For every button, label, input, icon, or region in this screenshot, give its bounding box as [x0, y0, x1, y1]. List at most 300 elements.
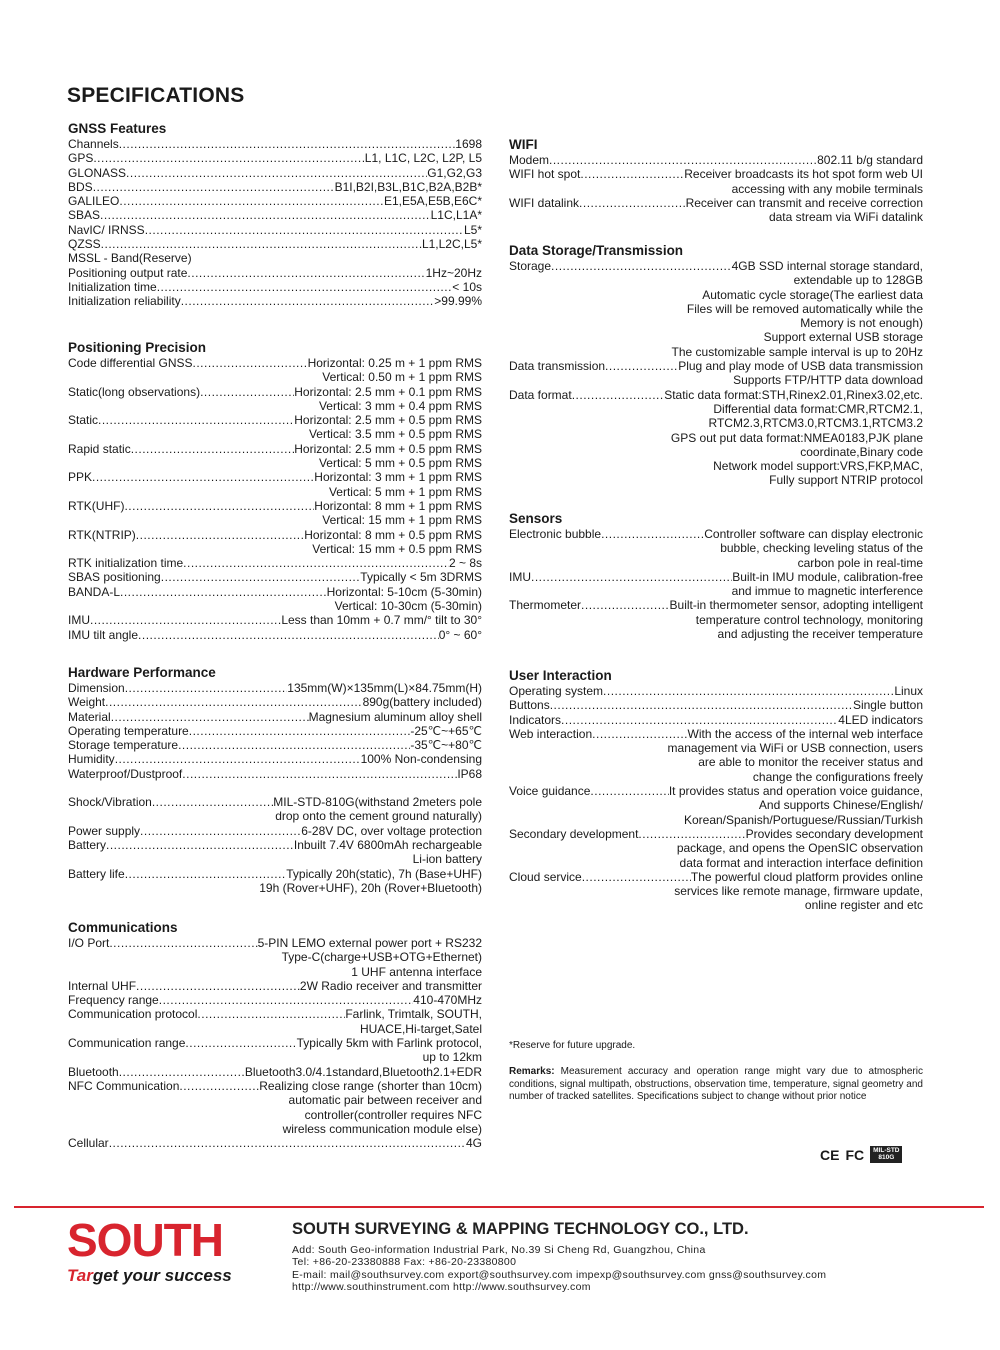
- spec-value: Horizontal: 8 mm + 1 ppm RMS: [314, 498, 482, 513]
- spec-label: BDS: [68, 179, 93, 194]
- dot-leader: [579, 196, 686, 210]
- spec-value-continuation: Vertical: 0.50 m + 1 ppm RMS: [322, 370, 482, 385]
- spec-value: Static data format:STH,Rinex2.01,Rinex3.02,etc.: [664, 387, 923, 402]
- spec-list: [509, 684, 923, 913]
- spec-value-continuation: Memory is not enough): [800, 316, 923, 331]
- spec-value: Magnesium aluminum alloy shell: [308, 709, 482, 724]
- spec-value: Horizontal: 2.5 mm + 0.5 ppm RMS: [294, 441, 482, 456]
- spec-row: [509, 388, 923, 402]
- spec-label: Internal UHF: [68, 978, 137, 993]
- remarks-text: Measurement accuracy and operation range might vary due to atmospheric conditions, signal multipath, obstructions, observation time, temperature, signal geometry and number of tracked satellites. Specifications subject to change without prior notice: [509, 1066, 923, 1102]
- spec-value-continuation: GPS out put data format:NMEA0183,PJK plane: [670, 430, 923, 445]
- spec-label: Channels: [68, 137, 119, 151]
- spec-value: 4LED indicators: [838, 712, 923, 727]
- spec-row: [509, 713, 923, 727]
- spec-row: [68, 1065, 482, 1079]
- spec-value: 135mm(W)×135mm(L)×84.75mm(H): [287, 681, 482, 695]
- spec-value-continuation: package, and opens the OpenSIC observation: [676, 841, 923, 856]
- company-name: SOUTH SURVEYING & MAPPING TECHNOLOGY CO., LTD.: [292, 1220, 749, 1238]
- mil-std-bottom: 810G: [878, 1153, 895, 1161]
- logo-wordmark: SOUTH: [67, 1214, 223, 1266]
- spec-label: RTK initialization time: [68, 556, 184, 571]
- dot-leader: [90, 613, 281, 627]
- footer-divider: [14, 1206, 984, 1208]
- spec-label: Voice guidance: [509, 784, 591, 799]
- dot-leader: [119, 1065, 245, 1079]
- spec-row: [509, 598, 923, 612]
- ce-mark: CE: [820, 1146, 840, 1163]
- south-logo: [67, 1216, 232, 1286]
- mil-std-top: MIL-STD: [873, 1147, 900, 1154]
- spec-value: Inbuilt 7.4V 6800mAh rechargeable: [293, 837, 482, 852]
- spec-label: Rapid static: [68, 441, 131, 456]
- spec-row: [68, 442, 482, 456]
- dot-leader: [92, 470, 314, 484]
- spec-label: Cloud service: [509, 869, 582, 884]
- dot-leader: [124, 499, 314, 513]
- spec-value-continuation: management via WiFi or USB connection, users: [667, 741, 923, 756]
- dot-leader: [101, 237, 422, 251]
- dot-leader: [119, 194, 384, 208]
- dot-leader: [580, 167, 684, 181]
- spec-label: Communication range: [68, 1036, 186, 1051]
- spec-value: Linux: [894, 684, 923, 698]
- spec-value-continuation: online register and etc: [804, 898, 923, 913]
- spec-row: [509, 698, 923, 712]
- spec-row: [509, 684, 923, 698]
- spec-row: [68, 767, 482, 781]
- spec-label: Humidity: [68, 752, 115, 767]
- dot-leader: [551, 259, 732, 273]
- dot-leader: [601, 527, 704, 541]
- spec-list: [68, 266, 482, 309]
- phone-fax: Tel: +86-20-23380888 Fax: +86-20-23380800: [292, 1256, 517, 1269]
- wifi-section: [509, 137, 923, 224]
- dot-leader: [152, 795, 273, 809]
- spec-row: [68, 1036, 482, 1050]
- dot-leader: [159, 993, 414, 1007]
- spec-label: Initialization time: [68, 279, 157, 294]
- dot-leader: [131, 442, 295, 456]
- spec-label: IMU: [68, 613, 90, 628]
- dot-leader: [189, 724, 411, 738]
- spec-label: Secondary development: [509, 826, 639, 841]
- spec-row: [68, 710, 482, 724]
- spec-row: [509, 570, 923, 584]
- spec-value-continuation: data format and interaction interface definition: [679, 855, 923, 870]
- dot-leader: [178, 738, 410, 752]
- spec-value: L1,L2C,L5*: [421, 237, 482, 252]
- spec-label: Operating temperature: [68, 723, 189, 738]
- spec-label: NavIC/ IRNSS: [68, 222, 145, 237]
- spec-label: Code differential GNSS: [68, 356, 193, 370]
- spec-row: [68, 151, 482, 165]
- spec-value-continuation: carbon pole in real-time: [797, 555, 923, 570]
- spec-value-continuation: data stream via WiFi datalink: [768, 210, 923, 225]
- spec-value: 6-28V DC, over voltage protection: [301, 823, 482, 838]
- dot-leader: [197, 1007, 345, 1021]
- spec-row: [68, 795, 482, 809]
- dot-leader: [582, 870, 691, 884]
- spec-row: [509, 870, 923, 884]
- spec-row: [68, 208, 482, 222]
- spec-value-continuation: Differential data format:CMR,RTCM2.1,: [713, 401, 923, 416]
- spec-label: Frequency range: [68, 993, 159, 1008]
- spec-value-continuation: temperature control technology, monitoring: [695, 612, 923, 627]
- dot-leader: [119, 137, 456, 151]
- spec-label: RTK(UHF): [68, 498, 125, 513]
- spec-row: [68, 280, 482, 294]
- tagline-rest: get your success: [92, 1266, 232, 1285]
- spec-value: L1C,L1A*: [430, 208, 482, 223]
- sensors-section: [509, 511, 923, 641]
- spec-row: [68, 413, 482, 427]
- spec-label: WIFI hot spot: [509, 167, 581, 182]
- spec-row: [68, 1079, 482, 1093]
- spec-label: GALILEO: [68, 194, 120, 209]
- spec-row: [68, 356, 482, 370]
- dot-leader: [590, 784, 668, 798]
- dot-leader: [185, 1036, 296, 1050]
- spec-value: Horizontal: 8 mm + 0.5 ppm RMS: [304, 527, 482, 542]
- tagline: [67, 1266, 232, 1286]
- section-title: Sensors: [509, 511, 563, 526]
- spec-value: Built-in thermometer sensor, adopting intelligent: [669, 598, 923, 613]
- spec-value-continuation: The customizable sample interval is up to 20Hz: [671, 344, 923, 359]
- remarks: [509, 1066, 923, 1104]
- spec-value: Horizontal: 3 mm + 1 ppm RMS: [314, 470, 482, 485]
- address: Add: South Geo-information Industrial Park, No.39 Si Cheng Rd, Guangzhou, China: [292, 1244, 706, 1256]
- spec-value: L5*: [463, 222, 482, 237]
- spec-value-continuation: services like remote manage, firmware update,: [674, 884, 923, 899]
- spec-row: [509, 359, 923, 373]
- spec-row: [68, 824, 482, 838]
- spec-label: Buttons: [509, 698, 550, 713]
- dot-leader: [98, 413, 294, 427]
- section-title: Positioning Precision: [68, 340, 207, 355]
- spec-label: Power supply: [68, 823, 141, 838]
- spec-row: [68, 838, 482, 852]
- dot-leader: [549, 153, 817, 167]
- section-title: Data Storage/Transmission: [509, 243, 684, 258]
- spec-label: IMU: [509, 569, 531, 584]
- spec-label: Battery life: [68, 866, 125, 881]
- spec-value: Farlink, Trimtalk, SOUTH,: [345, 1007, 482, 1022]
- spec-value: 2W Radio receiver and transmitter: [299, 978, 482, 993]
- section-title: User Interaction: [509, 668, 612, 683]
- spec-value: B1I,B2I,B3L,B1C,B2A,B2B*: [334, 179, 482, 194]
- spec-value-continuation: automatic pair between receiver and: [288, 1093, 482, 1108]
- spec-value: 4GB SSD internal storage standard,: [731, 259, 923, 273]
- spec-row: [68, 752, 482, 766]
- spec-value-continuation: Vertical: 3.5 mm + 0.5 ppm RMS: [308, 427, 482, 442]
- spec-label: IMU tilt angle: [68, 627, 139, 642]
- spec-value-continuation: are able to monitor the receiver status and: [698, 755, 923, 770]
- spec-value: 1698: [455, 137, 482, 151]
- spec-value-continuation: Vertical: 10-30cm (5-30min): [334, 599, 482, 614]
- dot-leader: [550, 698, 853, 712]
- spec-row: [68, 738, 482, 752]
- dot-leader: [145, 223, 464, 237]
- spec-value: -25℃~+65℃: [410, 723, 482, 738]
- tagline-red: Tar: [67, 1266, 93, 1285]
- dot-leader: [181, 294, 435, 308]
- spec-label: Storage temperature: [68, 738, 179, 753]
- spec-value-continuation: drop onto the cement ground naturally): [275, 809, 482, 824]
- spec-value-continuation: 1 UHF antenna interface: [351, 964, 482, 979]
- spec-row: [68, 628, 482, 642]
- dot-leader: [592, 727, 687, 741]
- spec-value-continuation: and adjusting the receiver temperature: [717, 627, 923, 642]
- spec-value-continuation: and immue to magnetic interference: [731, 584, 923, 599]
- spec-label: NFC Communication: [68, 1078, 180, 1093]
- spec-value-continuation: bubble, checking leveling status of the: [720, 541, 923, 556]
- spec-value-continuation: Korean/Spanish/Portuguese/Russian/Turkish: [683, 812, 923, 827]
- spec-row: [68, 470, 482, 484]
- websites: http://www.southinstrument.com http://www.southsurvey.com: [292, 1280, 591, 1293]
- gnss-section: [68, 121, 482, 309]
- dot-leader: [109, 1136, 466, 1150]
- spec-label: Web interaction: [509, 726, 593, 741]
- spec-label: Operating system: [509, 684, 604, 698]
- spec-label: Positioning output rate: [68, 265, 188, 280]
- spec-label: SBAS: [68, 208, 101, 223]
- spec-row: [68, 385, 482, 399]
- spec-label: QZSS: [68, 237, 101, 252]
- spec-value-continuation: Vertical: 3 mm + 0.4 ppm RMS: [318, 398, 482, 413]
- spec-row: [509, 784, 923, 798]
- hardware-section: [68, 665, 482, 895]
- dot-leader: [179, 1079, 259, 1093]
- spec-value: -35℃~+80℃: [410, 738, 482, 753]
- spec-value: Receiver can transmit and receive correction: [685, 195, 923, 210]
- remarks-label: Remarks:: [509, 1066, 555, 1077]
- spec-value: 5-PIN LEMO external power port + RS232: [257, 936, 482, 950]
- spec-row: [509, 167, 923, 181]
- dot-leader: [100, 208, 431, 222]
- spec-value: Horizontal: 5-10cm (5-30min): [326, 584, 482, 599]
- dot-leader: [157, 280, 453, 294]
- dot-leader: [603, 684, 894, 698]
- spec-value: IP68: [457, 766, 482, 781]
- reserve-note: *Reserve for future upgrade.: [509, 1040, 636, 1051]
- spec-value: 1Hz~20Hz: [425, 265, 482, 280]
- spec-value-continuation: Files will be removed automatically while the: [686, 301, 923, 316]
- spec-label: Communication protocol: [68, 1007, 198, 1022]
- spec-value: Provides secondary development: [745, 826, 923, 841]
- spec-row: [509, 527, 923, 541]
- spec-value: Typically < 5m 3DRMS: [360, 570, 482, 585]
- spec-value-continuation: up to 12km: [422, 1050, 482, 1065]
- spec-row: [68, 681, 482, 695]
- spec-value: L1, L1C, L2C, L2P, L5: [364, 151, 482, 166]
- spec-value-continuation: coordinate,Binary code: [800, 444, 923, 459]
- spec-value: E1,E5A,E5B,E6C*: [383, 194, 482, 209]
- spec-value: 410-470MHz: [413, 993, 482, 1008]
- dot-leader: [126, 166, 427, 180]
- spec-value-continuation: Vertical: 5 mm + 0.5 ppm RMS: [318, 456, 482, 471]
- spec-value: Controller software can display electronic: [704, 527, 923, 541]
- dot-leader: [183, 556, 449, 570]
- spec-list: [509, 153, 923, 224]
- fcc-mark: FC: [845, 1146, 865, 1163]
- spec-row: [68, 979, 482, 993]
- spec-value-continuation: HUACE,Hi-target,Satel: [359, 1021, 482, 1036]
- spec-row: [509, 153, 923, 167]
- spec-value: Horizontal: 2.5 mm + 0.1 ppm RMS: [294, 384, 482, 399]
- spec-row: [509, 196, 923, 210]
- spec-value: 4G: [465, 1136, 482, 1151]
- dot-leader: [140, 824, 301, 838]
- spec-row: [68, 180, 482, 194]
- dot-leader: [138, 628, 439, 642]
- spec-value: 802.11 b/g standard: [817, 153, 923, 167]
- spec-value: Bluetooth3.0/4.1standard,Bluetooth2.1+EDR: [244, 1064, 482, 1079]
- spec-value-continuation: Vertical: 5 mm + 1 ppm RMS: [328, 484, 482, 499]
- dot-leader: [93, 180, 335, 194]
- spec-row: [68, 695, 482, 709]
- spec-label: PPK: [68, 470, 93, 485]
- spec-row: [68, 867, 482, 881]
- spec-value-continuation: Supports FTP/HTTP data download: [733, 373, 923, 388]
- spec-row: [68, 613, 482, 627]
- section-title: WIFI: [509, 137, 538, 152]
- dot-leader: [120, 585, 327, 599]
- spec-label: Dimension: [68, 681, 125, 695]
- spec-value: MIL-STD-810G(withstand 2meters pole: [273, 795, 482, 810]
- dot-leader: [161, 570, 361, 584]
- spec-value: Built-in IMU module, calibration-free: [732, 569, 923, 584]
- spec-list: [509, 259, 923, 488]
- spec-label: Cellular: [68, 1136, 109, 1151]
- spec-value-continuation: Li-ion battery: [412, 852, 482, 867]
- spec-label: Weight: [68, 695, 106, 710]
- dot-leader: [187, 266, 425, 280]
- dot-leader: [182, 767, 457, 781]
- contact-info: [292, 1244, 826, 1293]
- spec-label: I/O Port: [68, 936, 110, 950]
- spec-value-continuation: Fully support NTRIP protocol: [769, 473, 923, 488]
- spec-value: Realizing close range (shorter than 10cm): [259, 1078, 482, 1093]
- spec-value: Receiver broadcasts its hot spot form web UI: [684, 167, 923, 182]
- spec-value-continuation: 19h (Rover+UHF), 20h (Rover+Bluetooth): [259, 880, 482, 895]
- spec-row: [68, 166, 482, 180]
- spec-value: < 10s: [452, 279, 482, 294]
- spec-value-continuation: Automatic cycle storage(The earliest data: [702, 287, 923, 302]
- spec-label: Shock/Vibration: [68, 795, 152, 810]
- spec-value: With the access of the internal web interface: [687, 726, 923, 741]
- dot-leader: [136, 528, 304, 542]
- spec-list: [68, 795, 482, 895]
- dot-leader: [638, 827, 745, 841]
- spec-value-continuation: Type-C(charge+USB+OTG+Ethernet): [281, 950, 482, 965]
- spec-list: [68, 936, 482, 1150]
- spec-value-continuation: accessing with any mobile terminals: [731, 181, 923, 196]
- spec-row: [68, 1007, 482, 1021]
- spec-value-continuation: extendable up to 128GB: [793, 273, 923, 288]
- spec-row: [68, 724, 482, 738]
- spec-label: Waterproof/Dustproof: [68, 766, 183, 781]
- spec-value-continuation: Vertical: 15 mm + 1 ppm RMS: [322, 513, 482, 528]
- spec-label: GLONASS: [68, 165, 127, 180]
- spec-label: BANDA-L: [68, 584, 121, 599]
- spec-row: [68, 294, 482, 308]
- spec-row: [509, 727, 923, 741]
- spec-row: [68, 194, 482, 208]
- spec-row: [68, 237, 482, 251]
- spec-label: Initialization reliability: [68, 294, 181, 309]
- dot-leader: [581, 598, 669, 612]
- dot-leader: [193, 356, 308, 370]
- spec-label: Bluetooth: [68, 1064, 119, 1079]
- spec-label: Data format: [509, 387, 572, 402]
- communications-section: [68, 920, 482, 1150]
- dot-leader: [125, 681, 288, 695]
- spec-row: [68, 936, 482, 950]
- certification-marks: [820, 1146, 902, 1163]
- spec-row: [68, 528, 482, 542]
- spec-value: Typically 5km with Farlink protocol,: [296, 1036, 482, 1051]
- spec-label: Modem: [509, 153, 550, 167]
- spec-value-continuation: Vertical: 15 mm + 0.5 ppm RMS: [312, 541, 482, 556]
- spec-row: [509, 827, 923, 841]
- spec-list: [509, 527, 923, 641]
- spec-row: [68, 137, 482, 151]
- spec-value-continuation: RTCM2.3,RTCM3.0,RTCM3.1,RTCM3.2: [708, 416, 923, 431]
- page-title: SPECIFICATIONS: [67, 84, 245, 107]
- spec-value-continuation: wireless communication module else): [282, 1121, 482, 1136]
- section-title: Hardware Performance: [68, 665, 216, 680]
- spec-row: [68, 1136, 482, 1150]
- spec-value-continuation: Support external USB storage: [763, 330, 923, 345]
- spec-label: Battery: [68, 837, 107, 852]
- spec-value: G1,G2,G3: [427, 165, 482, 180]
- spec-value: 890g(battery included): [362, 695, 482, 710]
- spec-list: [68, 356, 482, 642]
- dot-leader: [105, 695, 362, 709]
- spec-row: [509, 259, 923, 273]
- precision-section: [68, 340, 482, 642]
- spec-label: Static(long observations): [68, 384, 201, 399]
- spec-value: Single button: [852, 698, 923, 713]
- spec-label: SBAS positioning: [68, 570, 161, 585]
- spec-value: >99.99%: [434, 294, 482, 309]
- spec-label: Data transmission: [509, 359, 606, 374]
- spec-row: [68, 585, 482, 599]
- spec-value: Horizontal: 2.5 mm + 0.5 ppm RMS: [294, 413, 482, 428]
- dot-leader: [136, 979, 300, 993]
- spec-row: [68, 499, 482, 513]
- spec-row: [68, 556, 482, 570]
- section-title: Communications: [68, 920, 178, 935]
- dot-leader: [106, 838, 294, 852]
- spec-value: 2 ~ 8s: [448, 556, 482, 571]
- dot-leader: [115, 752, 361, 766]
- spec-value-continuation: controller(controller requires NFC: [304, 1107, 482, 1122]
- spec-value: 0° ~ 60°: [438, 627, 482, 642]
- storage-section: [509, 243, 923, 488]
- section-title: GNSS Features: [68, 121, 167, 136]
- spec-value-continuation: And supports Chinese/English/: [758, 798, 923, 813]
- mil-std-mark: [870, 1146, 902, 1163]
- spec-value: Horizontal: 0.25 m + 1 ppm RMS: [307, 356, 482, 370]
- dot-leader: [109, 936, 257, 950]
- spec-label: RTK(NTRIP): [68, 527, 136, 542]
- spec-value: It provides status and operation voice guidance,: [668, 784, 923, 799]
- spec-row: [68, 570, 482, 584]
- dot-leader: [111, 710, 309, 724]
- spec-list: [68, 681, 482, 781]
